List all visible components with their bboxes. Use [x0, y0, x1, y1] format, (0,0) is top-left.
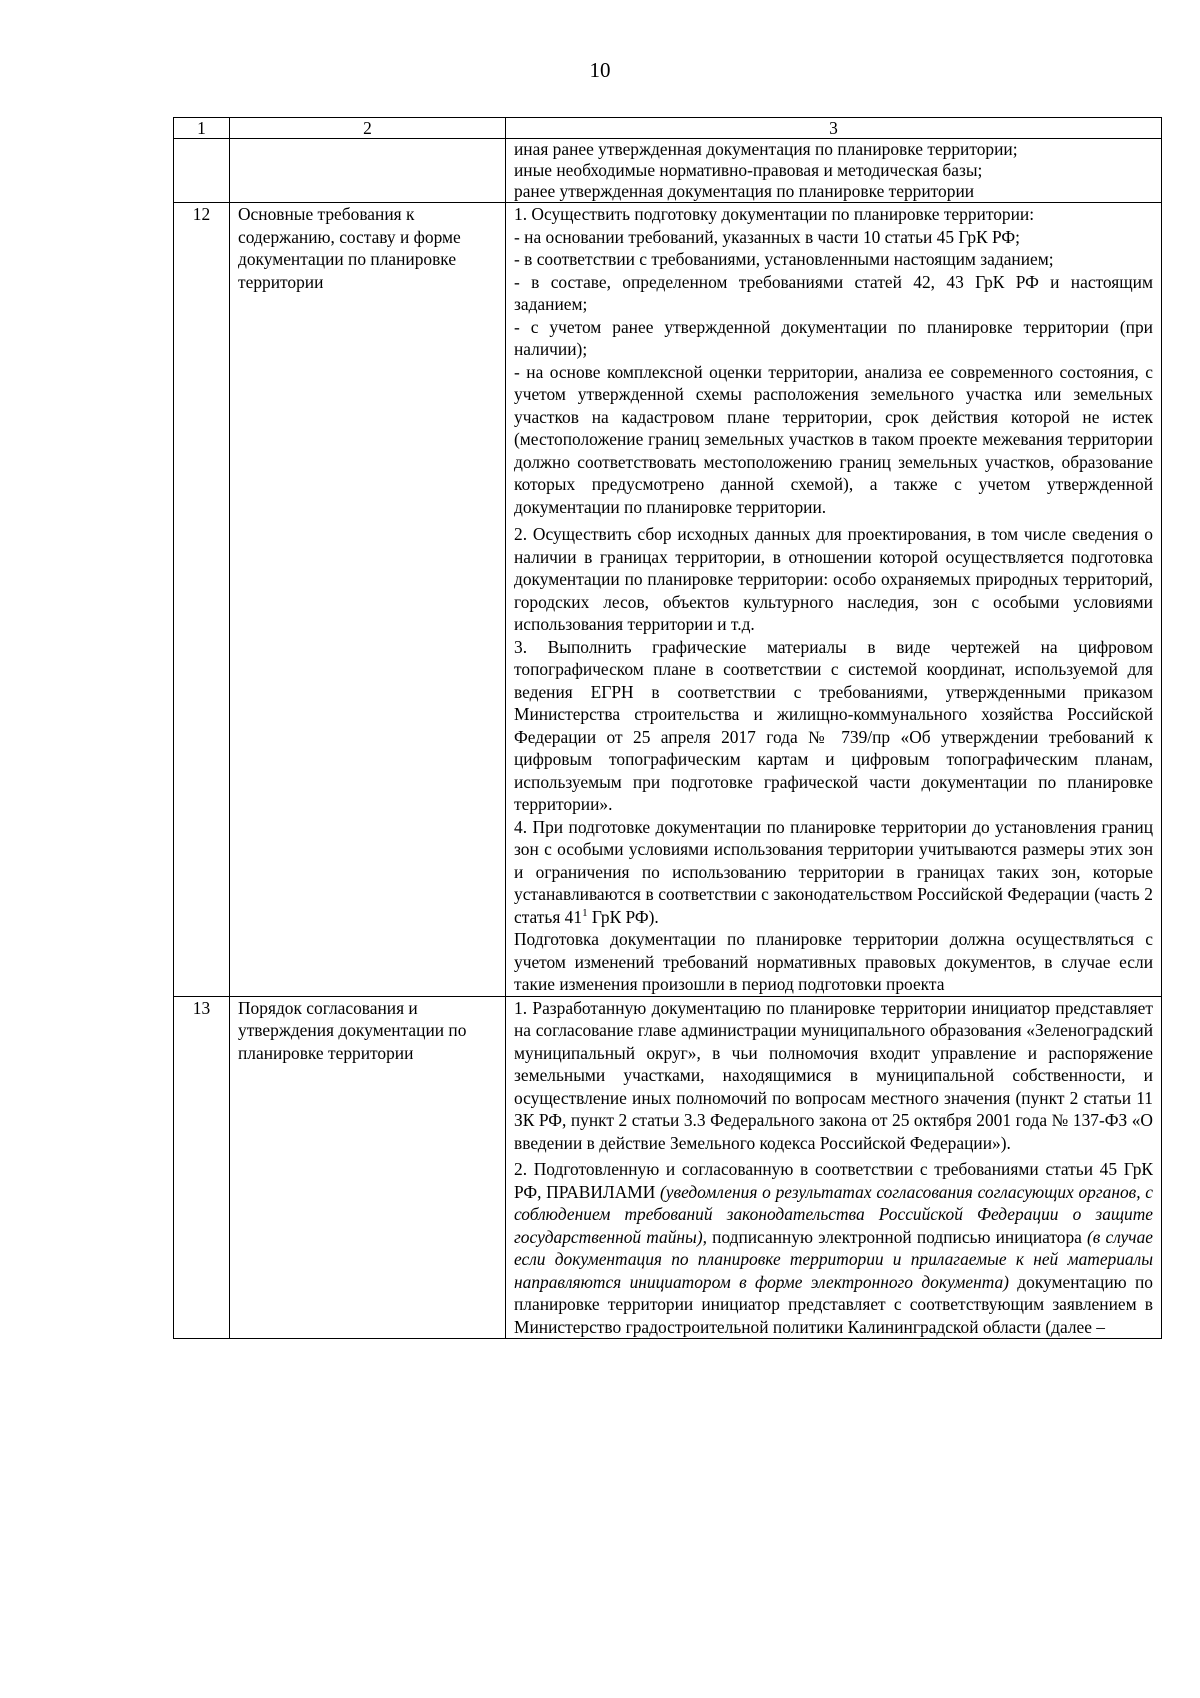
paragraph-text: документацию по планировке территории инициатор представляет с соответствующим заявлением в Министерство градостроительной политики Калининградской области (далее – [514, 1271, 1153, 1337]
paragraph-text: 4. При подготовке документации по планировке территории до установления границ зон с особыми условиями использования территории учитываются размеры этих зон и ограничения по использованию территории в границах таких зон, которые устанавливаются в соответствии с законодательством Российской Федерации (часть 2 статья 41 [514, 816, 1153, 927]
bullet-item: - на основе комплексной оценки территории, анализа ее современного состояния, с учетом утвержденной схемы расположения земельного участка или земельных участков на кадастровом плане территории, срок действия которой не истек (местоположение границ земельных участков в таком проекте межевания территории должно соответствовать местоположению границ земельных участков, образование которых предусмотрено данной схемой), а также с учетом утвержденной документации по планировке территории. [514, 361, 1153, 517]
table-row-12 [174, 203, 1162, 997]
requirement-title: Порядок согласования и утверждения документации по планировке территории [230, 996, 506, 1339]
italic-note: (уведомления о результатах согласования согласующих органов, с соблюдением требований законодательства Российской Федерации о защите государственной тайны), [514, 1181, 1153, 1247]
paragraph: 1. Осуществить подготовку документации по планировке территории: [514, 204, 1035, 224]
italic-note: (в случае если документация по планировке территории и прилагаемые к ней материалы направляются инициатором в форме электронного документа) [514, 1226, 1153, 1292]
bullet-item: - с учетом ранее утвержденной документации по планировке территории (при наличии); [514, 316, 1153, 359]
description-cell [506, 139, 1162, 203]
prev-line-3: ранее утвержденная документация по планировке территории [514, 181, 975, 201]
paragraph-text: 2. Подготовленную и согласованную в соответствии с требованиями статьи 45 ГрК РФ, ПРАВИЛАМИ [514, 1159, 1153, 1202]
row-number-empty [174, 139, 230, 203]
requirement-cell-empty [230, 139, 506, 203]
table-header-row [174, 118, 1162, 139]
bullet-item: - на основании требований, указанных в части 10 статьи 45 ГрК РФ; [514, 226, 1020, 247]
paragraph: 2. Осуществить сбор исходных данных для проектирования, в том числе сведения о наличии в границах территории, в отношении которой осуществляется подготовка документации по планировке территории: особо охраняемых природных территорий, городских лесов, объектов культурного наследия, зон с особыми условиями использования территории и т.д. [514, 524, 1153, 634]
paragraph: 1. Разработанную документацию по планировке территории инициатор представляет на согласование главе администрации муниципального образования «Зеленоградский муниципальный округ», в чьи полномочия входит управление и распоряжение земельными участками, находящимися в муниципальной собственности, и осуществление иных полномочий по вопросам местного значения (пункт 2 статьи 11 ЗК РФ, пункт 2 статьи 3.3 Федерального закона от 25 октября 2001 года № 137-ФЗ «О введении в действие Земельного кодекса Российской Федерации»). [514, 997, 1153, 1153]
page-number: 10 [589, 58, 611, 82]
row-number: 12 [174, 203, 230, 997]
requirements-table [173, 117, 1162, 1339]
paragraph [514, 816, 1153, 929]
paragraph-text: подписанную электронной подписью инициатора [706, 1226, 1088, 1247]
paragraph-text: ГрК РФ). [587, 906, 659, 927]
row-number: 13 [174, 996, 230, 1339]
header-col-2: 2 [230, 118, 506, 139]
table-row-continued [174, 139, 1162, 203]
bullet-item: - в составе, определенном требованиями статей 42, 43 ГрК РФ и настоящим заданием; [514, 271, 1153, 314]
paragraph: 3. Выполнить графические материалы в виде чертежей на цифровом топографическом плане в соответствии с системой координат, используемой для ведения ЕГРН в соответствии с требованиями, утвержденными приказом Министерства строительства и жилищно-коммунального хозяйства Российской Федерации от 25 апреля 2017 года № 739/пр «Об утверждении требований к цифровым топографическим картам и цифровым топографическим планам, используемым при подготовке графической части документации по планировке территории». [514, 636, 1153, 814]
paragraph: Подготовка документации по планировке территории должна осуществляться с учетом изменений требований нормативных правовых документов, в случае если такие изменения произошли в период подготовки проекта [514, 929, 1153, 994]
header-col-1: 1 [174, 118, 230, 139]
paragraph [514, 1158, 1153, 1338]
header-col-3: 3 [506, 118, 1162, 139]
description-cell [506, 203, 1162, 997]
requirement-title: Основные требования к содержанию, составу и форме документации по планировке территории [230, 203, 506, 997]
prev-line-2: иные необходимые нормативно-правовая и методическая базы; [514, 160, 983, 180]
description-cell [506, 996, 1162, 1339]
prev-line-1: иная ранее утвержденная документация по планировке территории; [514, 139, 1018, 159]
bullet-item: - в соответствии с требованиями, установленными настоящим заданием; [514, 249, 1054, 269]
superscript: 1 [582, 906, 588, 919]
table-row-13 [174, 996, 1162, 1339]
